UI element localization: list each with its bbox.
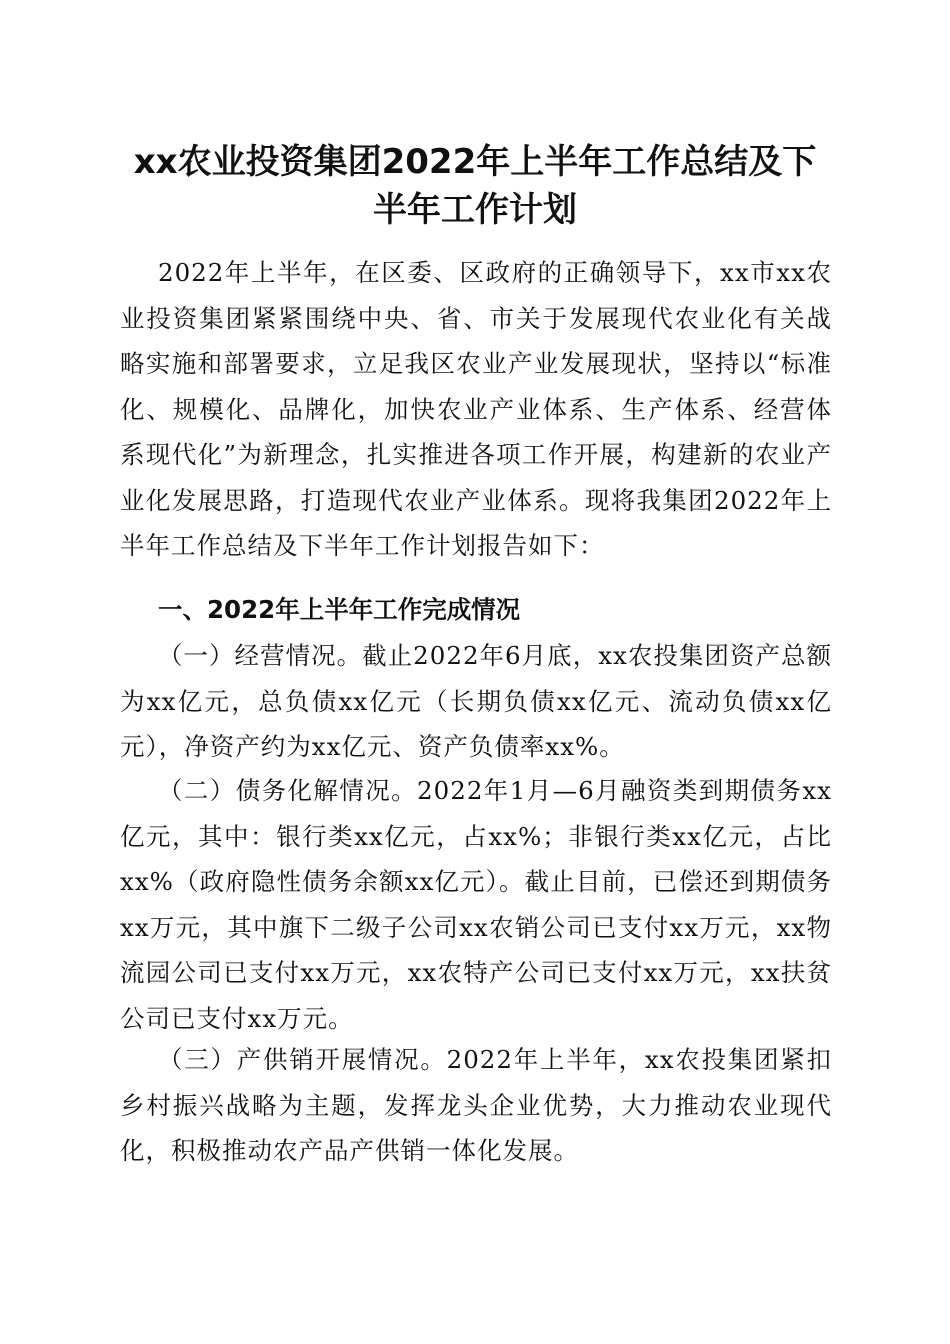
paragraph-supply-sales: （三）产供销开展情况。2022年上半年，xx农投集团紧扣乡村振兴战略为主题，发挥龙头企业优势，大力推动农业现代化，积极推动农产品产供销一体化发展。: [120, 1045, 832, 1165]
intro-paragraph: 2022年上半年，在区委、区政府的正确领导下，xx市xx农业投资集团紧紧围绕中央、省、市关于发展现代农业化有关战略实施和部署要求，立足我区农业产业发展现状，坚持以“标准化、规模化、品牌化，加快农业产业体系、生产体系、经营体系现代化”为新理念，扎实推进各项工作开展，构建新的农业产业化发展思路，打造现代农业产业体系。现将我集团2022年上半年工作总结及下半年工作计划报告如下：: [120, 258, 832, 560]
paragraph-debt-resolution: （二）债务化解情况。2022年1月—6月融资类到期债务xx亿元，其中：银行类xx亿元，占xx%；非银行类xx亿元，占比xx%（政府隐性债务余额xx亿元）。截止目前，已偿还到期债务xx万元，其中旗下二级子公司xx农销公司已支付xx万元，xx物流园公司已支付xx万元，xx农特产公司已支付xx万元，xx扶贫公司已支付xx万元。: [120, 776, 832, 1033]
document-title-line-1: xx农业投资集团2022年上半年工作总结及下: [133, 142, 817, 182]
paragraph-operations: （一）经营情况。截止2022年6月底，xx农投集团资产总额为xx亿元，总负债xx亿元（长期负债xx亿元、流动负债xx亿元），净资产约为xx亿元、资产负债率xx%。: [120, 641, 832, 761]
document-title-line-2: 半年工作计划: [373, 190, 577, 230]
section-1-heading: 一、2022年上半年工作完成情况: [158, 595, 521, 624]
